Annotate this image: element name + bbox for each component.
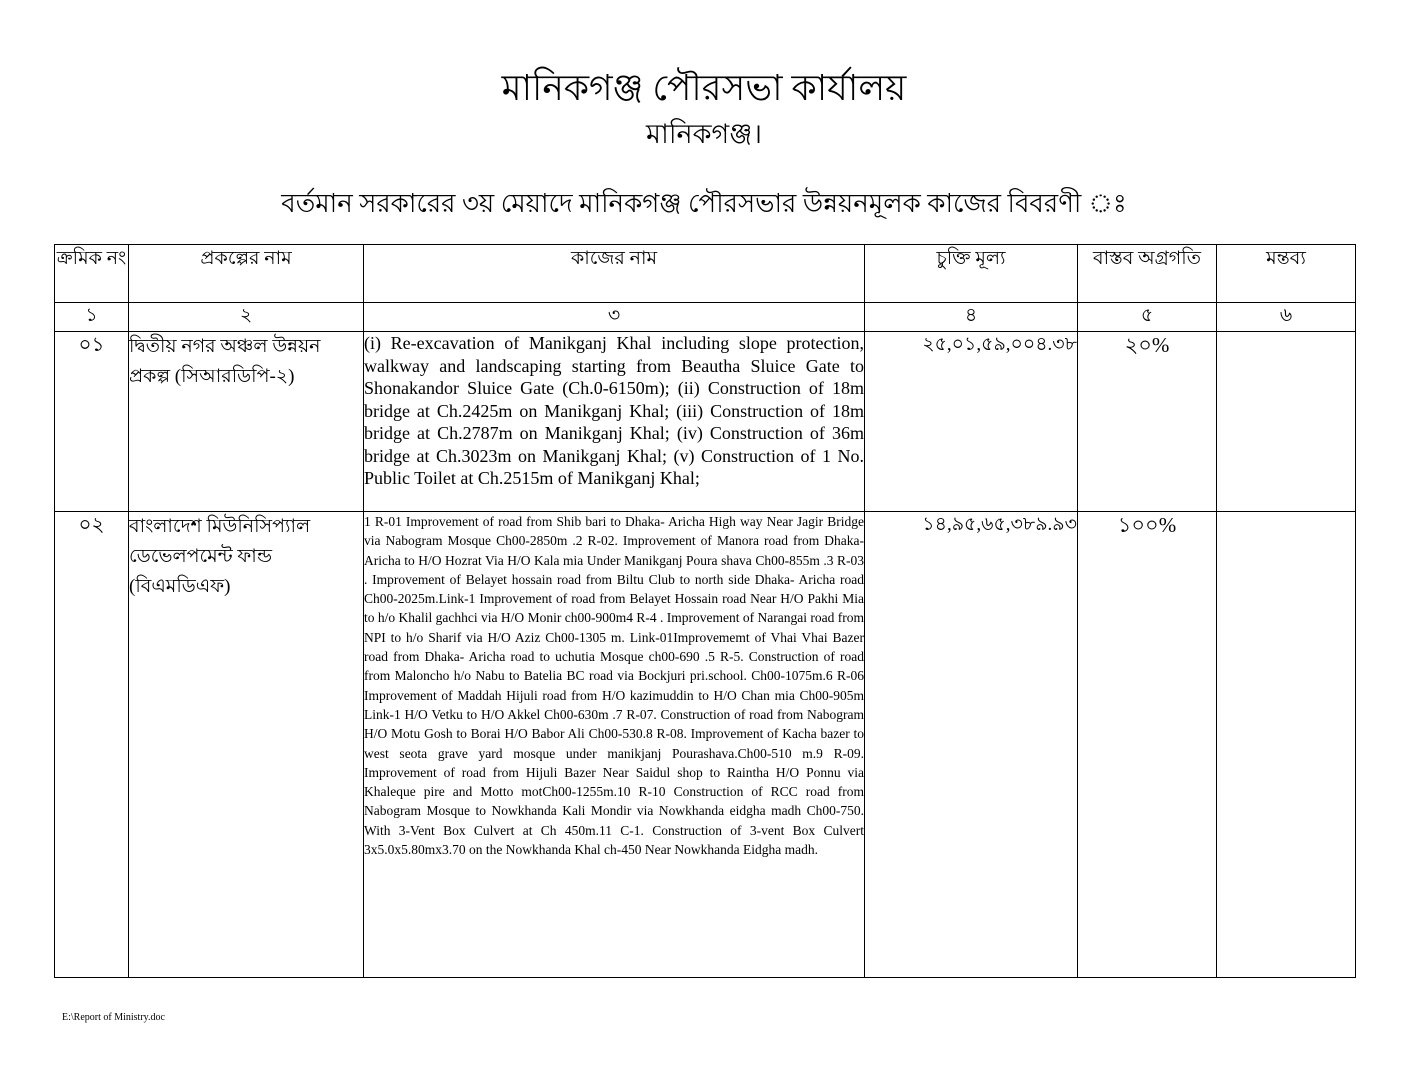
file-path-footer: E:\Report of Ministry.doc — [62, 1012, 165, 1023]
col-number: ৩ — [364, 303, 865, 332]
development-works-table — [54, 244, 1356, 978]
col-header-remarks: মন্তব্য — [1217, 245, 1356, 303]
col-header-progress: বাস্তব অগ্রগতি — [1078, 245, 1217, 303]
row-project-name: দ্বিতীয় নগর অঞ্চল উন্নয়ন প্রকল্প (সিআরডিপি-২) — [129, 332, 364, 512]
col-number: ১ — [55, 303, 129, 332]
col-number: ৬ — [1217, 303, 1356, 332]
col-header-work: কাজের নাম — [364, 245, 865, 303]
row-remarks — [1217, 512, 1356, 978]
col-header-project: প্রকল্পের নাম — [129, 245, 364, 303]
column-number-row — [55, 303, 1356, 332]
row-work-description: 1 R-01 Improvement of road from Shib bari to Dhaka- Aricha High way Near Jagir Bridge via Nabogram Mosque Ch00-2850m .2 R-02. Improvement of Manora road from Dhaka- Aricha to H/O Hozrat Via H/O Kala mia Under Manikganj Poura shava Ch00-855m .3 R-03 . Improvement of Belayet hossain road from Biltu Club to north side Dhaka- Aricha road Ch00-2025m.Link-1 Improvement of road from Belayet Hossain road Near H/O Pakhi Mia to h/o Khalil gachhci via H/O Monir ch00-900m4 R-4 . Improvement of Narangai road from NPI to h/o Sharif via H/O Aziz Ch00-1305 m. Link-01Improvememt of Vhai Vhai Bazer road from Dhaka- Aricha road to uchutia Mosque ch00-690 .5 R-5. Construction of road from Maloncho h/o Nabu to Batelia BC road via Bockjuri pri.school. Ch00-1075m.6 R-06 Improvement of Maddah Hijuli road from H/O kazimuddin to H/O Chan mia Ch00-905m Link-1 H/O Vetku to H/O Akkel Ch00-630m .7 R-07. Construction of road from Nabogram H/O Motu Gosh to Borai H/O Babor Ali Ch00-530.8 R-08. Improvement of Kacha bazer to west seota grave yard mosque under manikjanj Pourashava.Ch00-510 m.9 R-09. Improvement of road from Hijuli Bazer Near Saidul shop to Raintha H/O Ponnu via Khaleque pire and Motto motCh00-1255m.10 R-10 Construction of RCC road from Nabogram Mosque to Nowkhanda Kali Mondir via Nowkhanda eidgha madh Ch00-750. With 3-Vent Box Culvert at Ch 450m.11 C-1. Construction of 3-vent Box Culvert 3x5.0x5.80mx3.70 on the Nowkhanda Khal ch-450 Near Nowkhanda Eidgha madh. — [364, 512, 865, 978]
row-progress: ১০০% — [1078, 512, 1217, 978]
col-number: ৫ — [1078, 303, 1217, 332]
col-number: ২ — [129, 303, 364, 332]
row-remarks — [1217, 332, 1356, 512]
row-project-name: বাংলাদেশ মিউনিসিপ্যাল ডেভেলপমেন্ট ফান্ড (বিএমডিএফ) — [129, 512, 364, 978]
row-contract-value: ১৪,৯৫,৬৫,৩৮৯.৯৩ — [865, 512, 1078, 978]
table-row — [55, 512, 1356, 978]
office-title: মানিকগঞ্জ পৌরসভা কার্যালয় — [501, 68, 907, 108]
report-heading: বর্তমান সরকারের ৩য় মেয়াদে মানিকগঞ্জ পৌরসভার উন্নয়নমূলক কাজের বিবরণী ঃ — [281, 189, 1127, 218]
col-header-contract-value: চুক্তি মূল্য — [865, 245, 1078, 303]
col-header-serial: ক্রমিক নং — [55, 245, 129, 303]
row-serial: ০২ — [55, 512, 129, 978]
table-row — [55, 332, 1356, 512]
row-contract-value: ২৫,০১,৫৯,০০৪.৩৮ — [865, 332, 1078, 512]
office-subtitle: মানিকগঞ্জ। — [646, 119, 762, 149]
row-progress: ২০% — [1078, 332, 1217, 512]
table-header-row — [55, 245, 1356, 303]
row-work-description: (i) Re-excavation of Manikganj Khal including slope protection, walkway and landscaping starting from Beautha Sluice Gate to Shonakandor Sluice Gate (Ch.0-6150m); (ii) Construction of 18m bridge at Ch.2425m on Manikganj Khal; (iii) Construction of 18m bridge at Ch.2787m on Manikganj Khal; (iv) Construction of 36m bridge at Ch.3023m on Manikganj Khal; (v) Construction of 1 No. Public Toilet at Ch.2515m of Manikganj Khal; — [364, 332, 865, 512]
col-number: ৪ — [865, 303, 1078, 332]
row-serial: ০১ — [55, 332, 129, 512]
